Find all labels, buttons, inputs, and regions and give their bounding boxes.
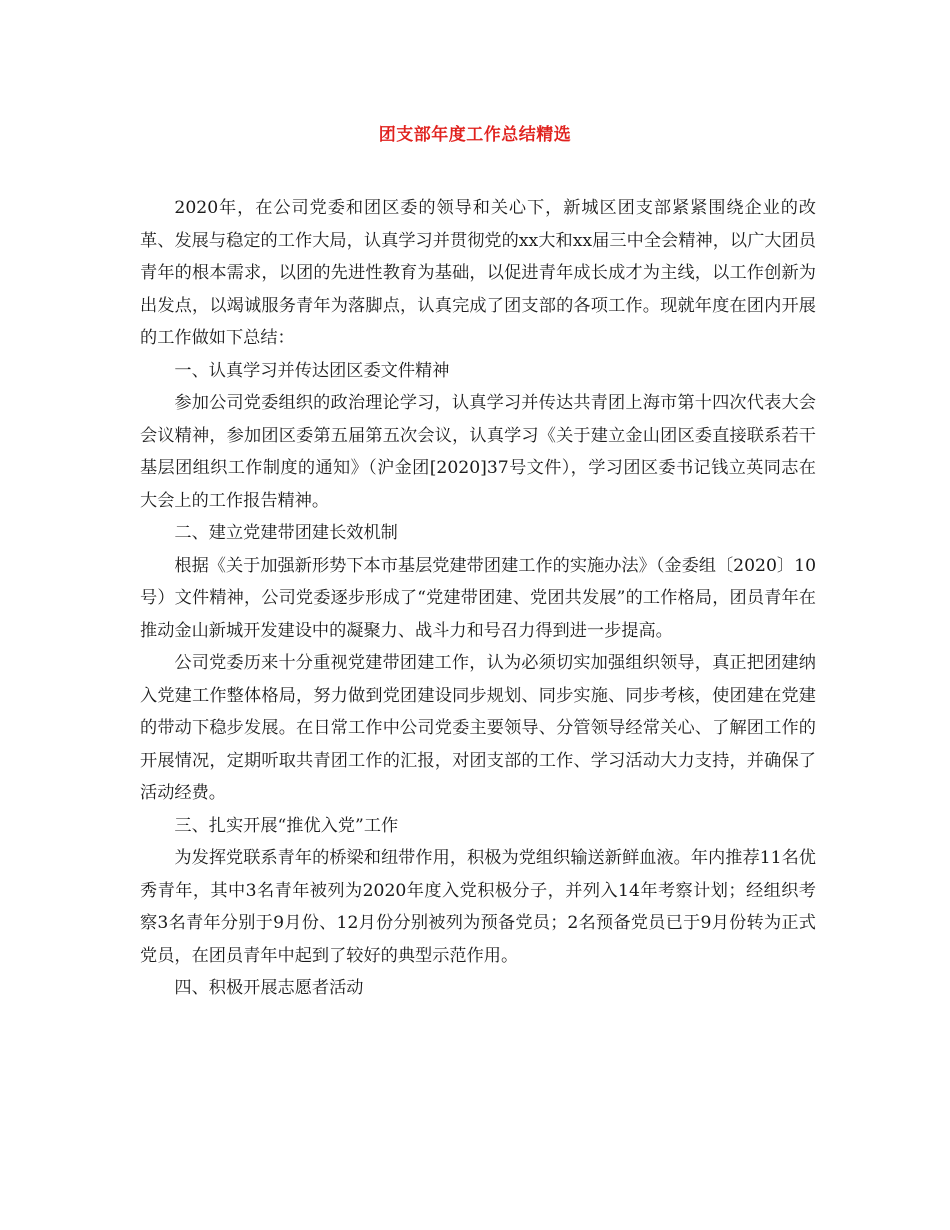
- paragraph-section-2b: 公司党委历来十分重视党建带团建工作，认为必须切实加强组织领导，真正把团建纳入党建工作整体格局，努力做到党团建设同步规划、同步实施、同步考核，使团建在党建的带动下稳步发展。在日常工作中公司党委主要领导、分管领导经常关心、了解团工作的开展情况，定期听取共青团工作的汇报，对团支部的工作、学习活动大力支持，并确保了活动经费。: [140, 653, 816, 803]
- document-title: 团支部年度工作总结精选: [378, 125, 572, 145]
- document-body: [140, 192, 816, 1005]
- section-heading-3: 三、扎实开展“推优入党”工作: [174, 815, 399, 836]
- paragraph-section-1: 参加公司党委组织的政治理论学习，认真学习并传达共青团上海市第十四次代表大会会议精神，参加团区委第五届第五次会议，认真学习《关于建立金山团区委直接联系若干基层团组织工作制度的通知》（沪金团[2020]37号文件），学习团区委书记钱立英同志在大会上的工作报告精神。: [140, 393, 816, 511]
- paragraph-intro: 2020年，在公司党委和团区委的领导和关心下，新城区团支部紧紧围绕企业的改革、发展与稳定的工作大局，认真学习并贯彻党的xx大和xx届三中全会精神，以广大团员青年的根本需求，以团的先进性教育为基础，以促进青年成长成才为主线，以工作创新为出发点，以竭诚服务青年为落脚点，认真完成了团支部的各项工作。现就年度在团内开展的工作做如下总结：: [140, 198, 816, 348]
- paragraph-section-3: 为发挥党联系青年的桥梁和纽带作用，积极为党组织输送新鲜血液。年内推荐11名优秀青年，其中3名青年被列为2020年度入党积极分子，并列入14年考察计划；经组织考察3名青年分别于9月份、12月份分别被列为预备党员；2名预备党员已于9月份转为正式党员，在团员青年中起到了较好的典型示范作用。: [140, 848, 816, 966]
- paragraph-section-2a: 根据《关于加强新形势下本市基层党建带团建工作的实施办法》（金委组〔2020〕10号）文件精神，公司党委逐步形成了“党建带团建、党团共发展”的工作格局，团员青年在推动金山新城开发建设中的凝聚力、战斗力和号召力得到进一步提高。: [140, 555, 816, 641]
- section-heading-4: 四、积极开展志愿者活动: [174, 978, 364, 998]
- section-heading-2: 二、建立党建带团建长效机制: [174, 523, 398, 543]
- section-heading-1: 一、认真学习并传达团区委文件精神: [174, 360, 450, 381]
